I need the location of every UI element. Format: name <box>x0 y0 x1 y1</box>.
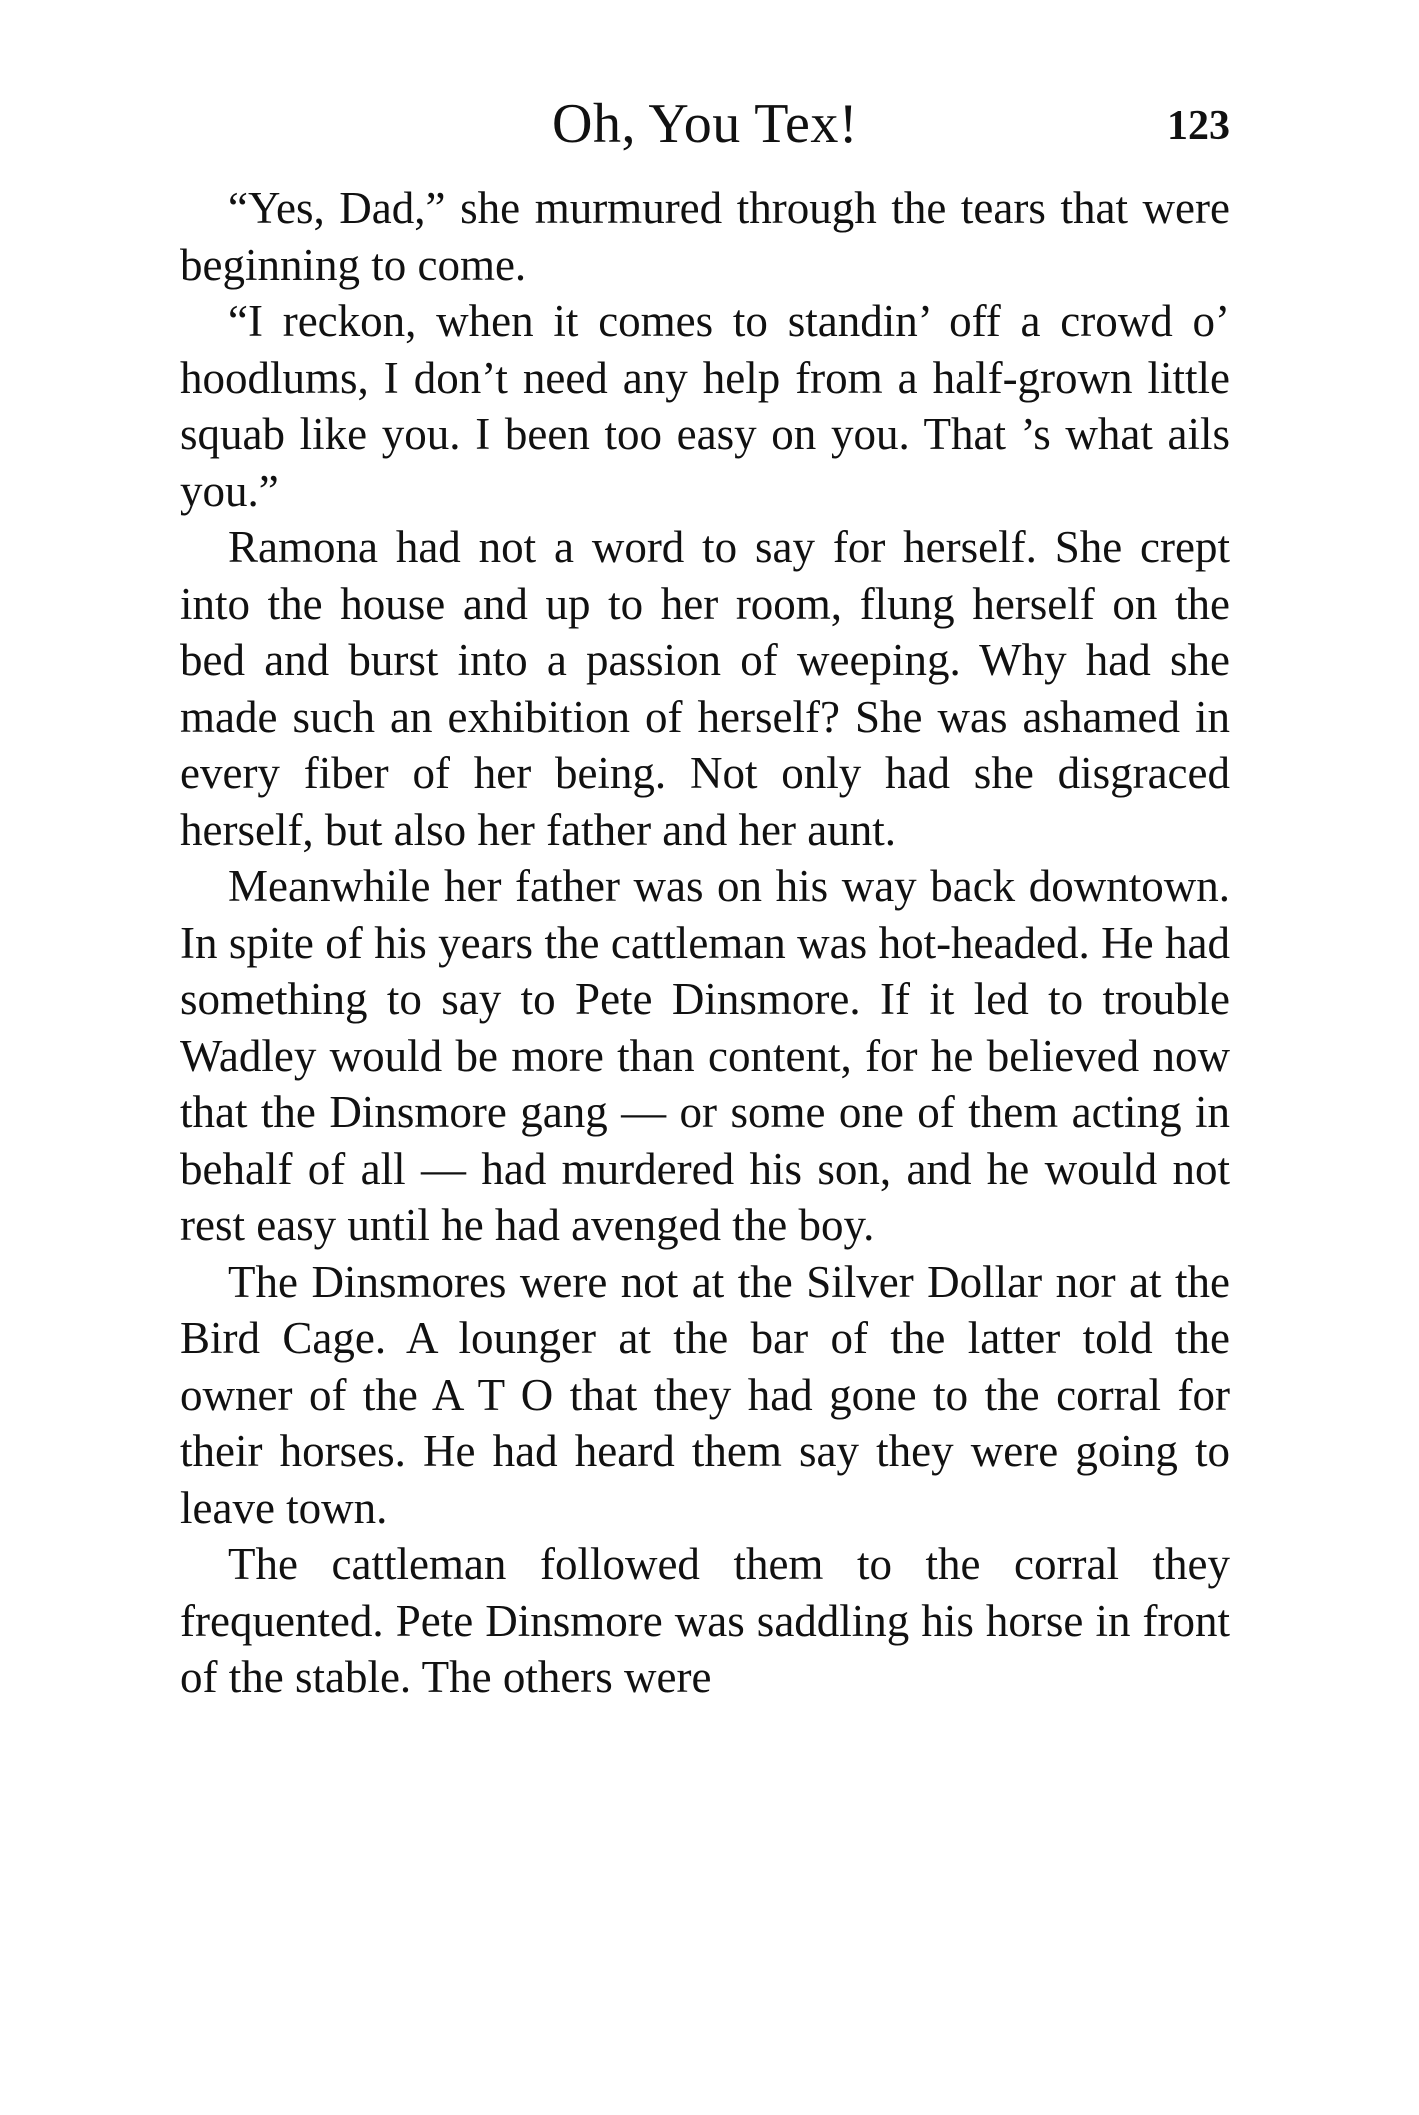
page-number: 123 <box>1167 103 1230 149</box>
paragraph: “I reckon, when it comes to standin’ off a crowd o’ hoodlums, I don’t need any help from a half-grown little squab like you. I been too easy on you. That ’s what ails you.” <box>180 296 1230 516</box>
body-text <box>180 180 1230 1706</box>
page-header <box>180 92 1230 172</box>
paragraph: Meanwhile her father was on his way back downtown. In spite of his years the cattleman was hot-headed. He had something to say to Pete Dinsmore. If it led to trouble Wadley would be more than content, for he believed now that the Dinsmore gang — or some one of them acting in behalf of all — had murdered his son, and he would not rest easy until he had avenged the boy. <box>180 861 1230 1250</box>
paragraph: Ramona had not a word to say for herself. She crept into the house and up to her room, flung herself on the bed and burst into a passion of weeping. Why had she made such an exhibition of herself? She was ashamed in every fiber of her being. Not only had she disgraced herself, but also her father and her aunt. <box>180 522 1230 855</box>
running-title: Oh, You Tex! <box>552 93 858 155</box>
paragraph: The cattleman followed them to the corral they frequented. Pete Dinsmore was saddling his horse in front of the stable. The others were <box>180 1539 1230 1702</box>
paragraph: “Yes, Dad,” she murmured through the tears that were beginning to come. <box>180 183 1230 290</box>
paragraph: The Dinsmores were not at the Silver Dollar nor at the Bird Cage. A lounger at the bar of the latter told the owner of the A T O that they had gone to the corral for their horses. He had heard them say they were going to leave town. <box>180 1256 1230 1533</box>
